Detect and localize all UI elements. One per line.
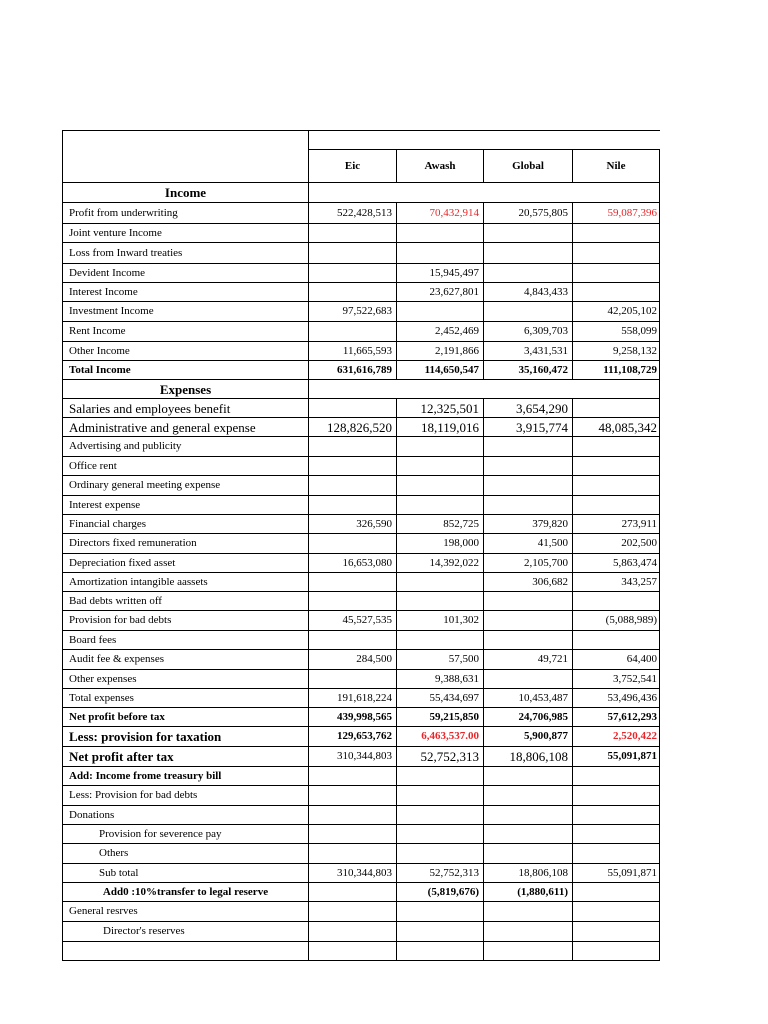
cell-eic xyxy=(308,922,396,942)
cell-eic: 439,998,565 xyxy=(308,708,396,727)
cell-nile: 48,085,342 xyxy=(572,418,660,437)
cell-nile: 202,500 xyxy=(572,534,660,554)
cell-eic xyxy=(308,902,396,922)
cell-global xyxy=(483,264,572,283)
cell-eic xyxy=(308,592,396,611)
cell-nile xyxy=(572,264,660,283)
table-row xyxy=(62,457,660,476)
cell-nile xyxy=(572,476,660,496)
section-income-row xyxy=(62,183,660,203)
cell-eic xyxy=(308,399,396,418)
cell-global xyxy=(483,476,572,496)
row-label: Net profit after tax xyxy=(62,747,308,767)
cell-awash xyxy=(396,922,483,942)
cell-awash: 52,752,313 xyxy=(396,747,483,767)
row-label: Board fees xyxy=(62,631,308,650)
cell-awash: 18,119,016 xyxy=(396,418,483,437)
cell-global: 18,806,108 xyxy=(483,864,572,883)
cell-nile xyxy=(572,825,660,844)
cell-eic xyxy=(308,573,396,592)
row-label: Depreciation fixed asset xyxy=(62,554,308,573)
cell-nile: 57,612,293 xyxy=(572,708,660,727)
table-row xyxy=(62,592,660,611)
cell-global xyxy=(483,457,572,476)
cell-awash: 14,392,022 xyxy=(396,554,483,573)
cell-awash: 23,627,801 xyxy=(396,283,483,302)
cell-awash: 198,000 xyxy=(396,534,483,554)
cell-nile xyxy=(572,399,660,418)
cell-eic xyxy=(308,496,396,515)
cell-eic xyxy=(308,476,396,496)
cell-eic: 326,590 xyxy=(308,515,396,534)
cell-global: 3,915,774 xyxy=(483,418,572,437)
column-header-global: Global xyxy=(483,149,572,183)
table-row xyxy=(62,825,660,844)
cell-nile: 55,091,871 xyxy=(572,864,660,883)
cell-global: 20,575,805 xyxy=(483,203,572,224)
cell-nile xyxy=(572,942,660,961)
cell-nile: 59,087,396 xyxy=(572,203,660,224)
cell-nile xyxy=(572,922,660,942)
cell-nile xyxy=(572,592,660,611)
cell-global: 2,105,700 xyxy=(483,554,572,573)
table-row xyxy=(62,476,660,496)
cell-nile xyxy=(572,767,660,786)
row-label: Total expenses xyxy=(62,689,308,708)
cell-global: 49,721 xyxy=(483,650,572,670)
cell-global: 10,453,487 xyxy=(483,689,572,708)
table-row xyxy=(62,611,660,631)
cell-awash xyxy=(396,631,483,650)
cell-awash: 852,725 xyxy=(396,515,483,534)
row-label: Add0 :10%transfer to legal reserve xyxy=(62,883,308,902)
table-row xyxy=(62,844,660,864)
table-row xyxy=(62,418,660,437)
cell-global: 306,682 xyxy=(483,573,572,592)
row-label: Salaries and employees benefit xyxy=(62,399,308,418)
cell-global xyxy=(483,302,572,322)
cell-awash xyxy=(396,786,483,806)
section-heading-income: Income xyxy=(62,183,308,203)
cell-awash xyxy=(396,902,483,922)
cell-eic xyxy=(308,883,396,902)
cell-eic xyxy=(308,437,396,457)
section-heading-expenses: Expenses xyxy=(62,380,308,399)
row-label: Less: provision for taxation xyxy=(62,727,308,747)
row-label: Administrative and general expense xyxy=(62,418,308,437)
cell-eic: 45,527,535 xyxy=(308,611,396,631)
table-row xyxy=(62,806,660,825)
table-row xyxy=(62,203,660,224)
row-label: Donations xyxy=(62,806,308,825)
cell-global: 379,820 xyxy=(483,515,572,534)
cell-eic xyxy=(308,767,396,786)
table-row xyxy=(62,650,660,670)
cell-global xyxy=(483,767,572,786)
cell-eic: 310,344,803 xyxy=(308,864,396,883)
cell-global xyxy=(483,942,572,961)
cell-global xyxy=(483,592,572,611)
row-label: Provision for bad debts xyxy=(62,611,308,631)
cell-awash: (5,819,676) xyxy=(396,883,483,902)
cell-awash xyxy=(396,243,483,264)
cell-awash xyxy=(396,592,483,611)
row-label xyxy=(62,942,308,961)
table-row xyxy=(62,902,660,922)
table-row xyxy=(62,515,660,534)
cell-nile xyxy=(572,902,660,922)
cell-eic: 97,522,683 xyxy=(308,302,396,322)
row-label: Director's reserves xyxy=(62,922,308,942)
cell-global xyxy=(483,496,572,515)
table-row xyxy=(62,322,660,342)
cell-nile: 42,205,102 xyxy=(572,302,660,322)
table-row xyxy=(62,224,660,243)
cell-nile: 55,091,871 xyxy=(572,747,660,767)
cell-eic xyxy=(308,322,396,342)
cell-eic: 129,653,762 xyxy=(308,727,396,747)
row-label: Office rent xyxy=(62,457,308,476)
table-row xyxy=(62,670,660,689)
cell-nile: 53,496,436 xyxy=(572,689,660,708)
cell-nile: 9,258,132 xyxy=(572,342,660,361)
cell-nile: 5,863,474 xyxy=(572,554,660,573)
cell-nile xyxy=(572,844,660,864)
cell-nile: (5,088,989) xyxy=(572,611,660,631)
row-label: Interest Income xyxy=(62,283,308,302)
row-label: Amortization intangible aassets xyxy=(62,573,308,592)
table-row xyxy=(62,264,660,283)
cell-eic: 284,500 xyxy=(308,650,396,670)
row-label: Audit fee & expenses xyxy=(62,650,308,670)
row-label: Rent Income xyxy=(62,322,308,342)
table-row xyxy=(62,399,660,418)
cell-nile xyxy=(572,496,660,515)
cell-awash: 52,752,313 xyxy=(396,864,483,883)
row-label: Add: Income frome treasury bill xyxy=(62,767,308,786)
cell-nile xyxy=(572,806,660,825)
cell-eic xyxy=(308,844,396,864)
cell-global xyxy=(483,224,572,243)
cell-eic xyxy=(308,457,396,476)
cell-global xyxy=(483,243,572,264)
cell-awash: 9,388,631 xyxy=(396,670,483,689)
table-row xyxy=(62,342,660,361)
table-row xyxy=(62,243,660,264)
cell-eic: 191,618,224 xyxy=(308,689,396,708)
cell-awash xyxy=(396,224,483,243)
cell-awash xyxy=(396,844,483,864)
table-row xyxy=(62,496,660,515)
cell-awash xyxy=(396,496,483,515)
row-label: Other Income xyxy=(62,342,308,361)
cell-awash xyxy=(396,302,483,322)
table-row xyxy=(62,747,660,767)
cell-awash: 114,650,547 xyxy=(396,361,483,380)
table-row xyxy=(62,942,660,961)
row-label: Bad debts written off xyxy=(62,592,308,611)
row-label: Profit from underwriting xyxy=(62,203,308,224)
row-label: Directors fixed remuneration xyxy=(62,534,308,554)
cell-nile xyxy=(572,243,660,264)
cell-eic xyxy=(308,670,396,689)
cell-awash: 59,215,850 xyxy=(396,708,483,727)
table-row xyxy=(62,361,660,380)
row-label: Others xyxy=(62,844,308,864)
table-row xyxy=(62,534,660,554)
cell-eic: 16,653,080 xyxy=(308,554,396,573)
cell-nile xyxy=(572,786,660,806)
cell-global: 24,706,985 xyxy=(483,708,572,727)
cell-awash: 55,434,697 xyxy=(396,689,483,708)
cell-global: 4,843,433 xyxy=(483,283,572,302)
cell-nile xyxy=(572,224,660,243)
cell-global: 3,654,290 xyxy=(483,399,572,418)
cell-nile xyxy=(572,437,660,457)
cell-nile xyxy=(572,283,660,302)
cell-eic xyxy=(308,264,396,283)
cell-global xyxy=(483,786,572,806)
row-label: Net profit before tax xyxy=(62,708,308,727)
table-row xyxy=(62,864,660,883)
cell-awash xyxy=(396,476,483,496)
table-row xyxy=(62,767,660,786)
cell-eic: 128,826,520 xyxy=(308,418,396,437)
row-label: Other expenses xyxy=(62,670,308,689)
cell-eic: 631,616,789 xyxy=(308,361,396,380)
row-label: Provision for severence pay xyxy=(62,825,308,844)
cell-awash: 70,432,914 xyxy=(396,203,483,224)
cell-eic: 522,428,513 xyxy=(308,203,396,224)
cell-global: 5,900,877 xyxy=(483,727,572,747)
cell-nile xyxy=(572,457,660,476)
cell-global: 41,500 xyxy=(483,534,572,554)
row-label: Loss from Inward treaties xyxy=(62,243,308,264)
cell-nile xyxy=(572,631,660,650)
cell-awash: 12,325,501 xyxy=(396,399,483,418)
cell-awash: 57,500 xyxy=(396,650,483,670)
cell-nile: 343,257 xyxy=(572,573,660,592)
row-label: Sub total xyxy=(62,864,308,883)
cell-nile xyxy=(572,883,660,902)
table-row xyxy=(62,689,660,708)
row-label: Devident Income xyxy=(62,264,308,283)
cell-awash xyxy=(396,942,483,961)
cell-nile: 3,752,541 xyxy=(572,670,660,689)
table-row xyxy=(62,883,660,902)
table-row xyxy=(62,573,660,592)
cell-awash: 15,945,497 xyxy=(396,264,483,283)
cell-eic xyxy=(308,631,396,650)
table-row xyxy=(62,302,660,322)
cell-awash xyxy=(396,806,483,825)
table-header xyxy=(62,130,660,183)
cell-eic: 11,665,593 xyxy=(308,342,396,361)
row-label: Interest expense xyxy=(62,496,308,515)
cell-global: 6,309,703 xyxy=(483,322,572,342)
table-row xyxy=(62,708,660,727)
section-expenses-row xyxy=(62,380,660,399)
column-header-awash: Awash xyxy=(396,149,483,183)
cell-global xyxy=(483,902,572,922)
row-label: Financial charges xyxy=(62,515,308,534)
cell-global xyxy=(483,611,572,631)
row-label: Ordinary general meeting expense xyxy=(62,476,308,496)
cell-nile: 111,108,729 xyxy=(572,361,660,380)
cell-nile: 2,520,422 xyxy=(572,727,660,747)
cell-nile: 273,911 xyxy=(572,515,660,534)
table-row xyxy=(62,554,660,573)
cell-awash: 101,302 xyxy=(396,611,483,631)
cell-global xyxy=(483,806,572,825)
cell-eic: 310,344,803 xyxy=(308,747,396,767)
table-row xyxy=(62,283,660,302)
cell-eic xyxy=(308,243,396,264)
row-label: Investment Income xyxy=(62,302,308,322)
cell-eic xyxy=(308,942,396,961)
cell-awash xyxy=(396,767,483,786)
column-header-eic: Eic xyxy=(308,149,396,183)
row-label: Total Income xyxy=(62,361,308,380)
cell-global xyxy=(483,844,572,864)
cell-awash: 2,452,469 xyxy=(396,322,483,342)
cell-eic xyxy=(308,283,396,302)
table-row xyxy=(62,786,660,806)
cell-awash xyxy=(396,573,483,592)
table-row xyxy=(62,631,660,650)
cell-eic xyxy=(308,825,396,844)
cell-global: 18,806,108 xyxy=(483,747,572,767)
cell-awash xyxy=(396,437,483,457)
row-label: Joint venture Income xyxy=(62,224,308,243)
cell-nile: 64,400 xyxy=(572,650,660,670)
table-row xyxy=(62,437,660,457)
cell-awash: 2,191,866 xyxy=(396,342,483,361)
cell-global xyxy=(483,437,572,457)
cell-global xyxy=(483,825,572,844)
column-header-nile: Nile xyxy=(572,149,660,183)
cell-global xyxy=(483,631,572,650)
cell-eic xyxy=(308,224,396,243)
cell-eic xyxy=(308,534,396,554)
cell-awash xyxy=(396,457,483,476)
row-label: Advertising and publicity xyxy=(62,437,308,457)
cell-eic xyxy=(308,806,396,825)
cell-eic xyxy=(308,786,396,806)
row-label: General resrves xyxy=(62,902,308,922)
cell-global: 35,160,472 xyxy=(483,361,572,380)
cell-awash xyxy=(396,825,483,844)
cell-global xyxy=(483,670,572,689)
row-label: Less: Provision for bad debts xyxy=(62,786,308,806)
cell-global: (1,880,611) xyxy=(483,883,572,902)
cell-global: 3,431,531 xyxy=(483,342,572,361)
cell-awash: 6,463,537.00 xyxy=(396,727,483,747)
table-row xyxy=(62,727,660,747)
cell-nile: 558,099 xyxy=(572,322,660,342)
cell-global xyxy=(483,922,572,942)
table-row xyxy=(62,922,660,942)
